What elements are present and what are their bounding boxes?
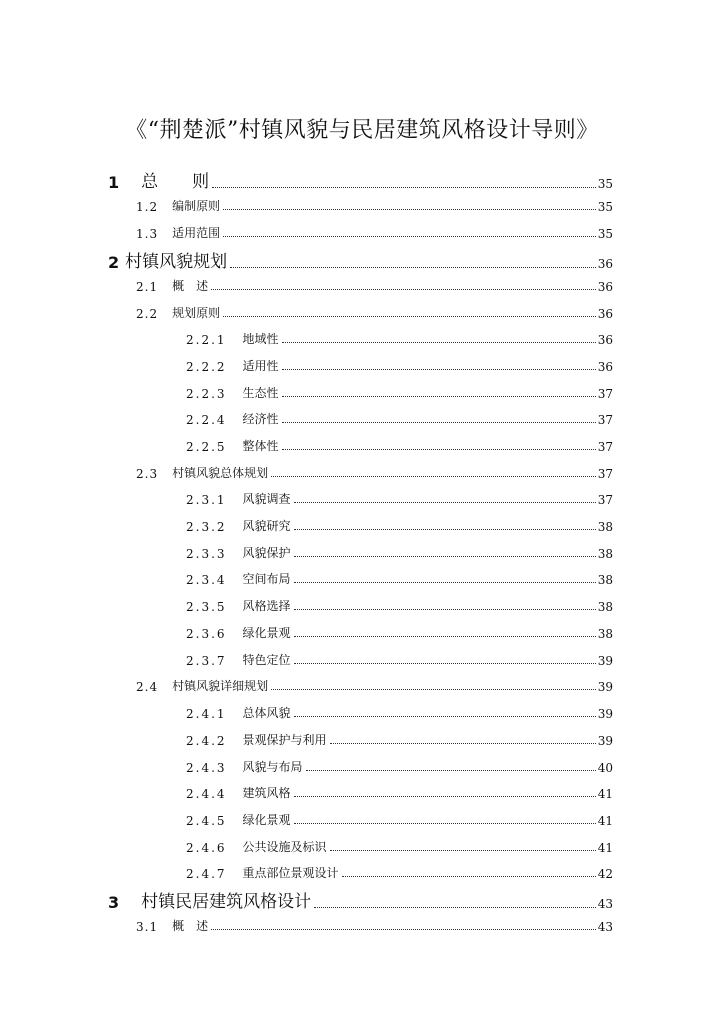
- toc-entry-title: 重点部位景观设计: [242, 866, 339, 880]
- toc-entry-page: 36: [597, 257, 613, 271]
- toc-entry-number: 3.1: [136, 920, 159, 934]
- toc-entry-number: 2.3.7: [186, 654, 227, 668]
- toc-entry-page: 43: [597, 920, 613, 934]
- toc-entry-title: 总 则: [141, 172, 210, 192]
- toc-entry-number: 2: [108, 253, 120, 272]
- toc-entry-number: 2.3.6: [186, 627, 227, 641]
- toc-entry-title: 编制原则: [172, 199, 221, 213]
- dot-leader: [306, 770, 596, 771]
- toc-entry-page: 39: [597, 654, 613, 668]
- toc-entry-title: 风格选择: [242, 599, 291, 613]
- toc-entry-2-3-4[interactable]: [186, 570, 613, 587]
- toc-entry-chapter-2[interactable]: [108, 247, 613, 272]
- dot-leader: [294, 529, 596, 530]
- toc-entry-2-4[interactable]: [136, 677, 613, 694]
- toc-entry-page: 39: [597, 680, 613, 694]
- dot-leader: [342, 876, 596, 877]
- dot-leader: [314, 907, 596, 908]
- toc-entry-2-3[interactable]: [136, 464, 613, 481]
- toc-entry-title: 风貌调查: [242, 492, 291, 506]
- toc-entry-title: 规划原则: [172, 306, 221, 320]
- dot-leader: [294, 636, 596, 637]
- dot-leader: [223, 209, 596, 210]
- toc-entry-2-3-7[interactable]: [186, 651, 613, 668]
- dot-leader: [294, 502, 596, 503]
- toc-entry-number: 2.2.3: [186, 387, 227, 401]
- toc-entry-2-3-5[interactable]: [186, 597, 613, 614]
- dot-leader: [294, 823, 596, 824]
- toc-entry-2-3-6[interactable]: [186, 624, 613, 641]
- toc-entry-page: 37: [597, 440, 613, 454]
- dot-leader: [330, 743, 596, 744]
- toc-entry-number: 2.4.7: [186, 867, 227, 881]
- toc-entry-title: 村镇风貌总体规划: [172, 466, 269, 480]
- toc-entry-title: 风貌与布局: [242, 760, 303, 774]
- toc-entry-title: 特色定位: [242, 653, 291, 667]
- toc-entry-page: 42: [597, 867, 613, 881]
- toc-entry-2-1[interactable]: [136, 277, 613, 294]
- toc-entry-number: 2.4: [136, 680, 159, 694]
- toc-entry-2-3-3[interactable]: [186, 544, 613, 561]
- toc-entry-number: 2.4.3: [186, 761, 227, 775]
- toc-entry-page: 38: [597, 627, 613, 641]
- toc-entry-2-2-2[interactable]: [186, 357, 613, 374]
- toc-entry-page: 43: [597, 897, 613, 911]
- dot-leader: [294, 609, 596, 610]
- toc-entry-title: 生态性: [242, 386, 279, 400]
- toc-entry-page: 35: [597, 200, 613, 214]
- toc-entry-title: 概 述: [172, 279, 209, 293]
- toc-entry-number: 2.2: [136, 307, 159, 321]
- toc-entry-page: 36: [597, 307, 613, 321]
- toc-entry-2-2-1[interactable]: [186, 330, 613, 347]
- toc-entry-2-4-2[interactable]: [186, 731, 613, 748]
- dot-leader: [294, 663, 596, 664]
- toc-entry-page: 37: [597, 467, 613, 481]
- toc-entry-page: 37: [597, 493, 613, 507]
- toc-entry-2-2-5[interactable]: [186, 437, 613, 454]
- toc-entry-page: 39: [597, 734, 613, 748]
- dot-leader: [211, 289, 596, 290]
- dot-leader: [211, 929, 596, 930]
- toc-entry-number: 2.3.2: [186, 520, 227, 534]
- dot-leader: [294, 556, 596, 557]
- toc-entry-page: 36: [597, 360, 613, 374]
- toc-entry-number: 2.3.3: [186, 547, 227, 561]
- toc-entry-page: 36: [597, 280, 613, 294]
- dot-leader: [330, 850, 596, 851]
- dot-leader: [223, 316, 596, 317]
- toc-entry-title: 适用性: [242, 359, 279, 373]
- toc-entry-2-4-6[interactable]: [186, 838, 613, 855]
- toc-entry-title: 空间布局: [242, 572, 291, 586]
- toc-entry-page: 41: [597, 787, 613, 801]
- toc-entry-2-4-5[interactable]: [186, 811, 613, 828]
- toc-entry-chapter-1[interactable]: [108, 167, 613, 192]
- toc-entry-number: 2.2.2: [186, 360, 227, 374]
- toc-entry-page: 35: [597, 227, 613, 241]
- toc-entry-title: 景观保护与利用: [242, 733, 327, 747]
- toc-entry-number: 1.2: [136, 200, 159, 214]
- toc-entry-page: 38: [597, 600, 613, 614]
- toc-entry-2-2[interactable]: [136, 304, 613, 321]
- toc-entry-page: 38: [597, 573, 613, 587]
- toc-entry-2-4-4[interactable]: [186, 784, 613, 801]
- toc-entry-title: 村镇风貌详细规划: [172, 679, 269, 693]
- toc-entry-2-4-7[interactable]: [186, 864, 613, 881]
- dot-leader: [212, 187, 596, 188]
- toc-entry-1-2[interactable]: [136, 197, 613, 214]
- dot-leader: [223, 236, 596, 237]
- toc-entry-page: 37: [597, 387, 613, 401]
- toc-entry-page: 41: [597, 841, 613, 855]
- toc-entry-title: 村镇民居建筑风格设计: [141, 892, 312, 912]
- toc-entry-number: 2.2.4: [186, 413, 227, 427]
- toc-entry-2-3-2[interactable]: [186, 517, 613, 534]
- dot-leader: [282, 396, 596, 397]
- toc-entry-3-1[interactable]: [136, 917, 613, 934]
- toc-entry-title: 总体风貌: [242, 706, 291, 720]
- document-title: 《“荆楚派”村镇风貌与民居建筑风格设计导则》: [125, 118, 599, 143]
- toc-entry-page: 39: [597, 707, 613, 721]
- toc-entry-title: 村镇风貌规划: [125, 252, 228, 272]
- dot-leader: [282, 342, 596, 343]
- toc-entry-number: 2.4.2: [186, 734, 227, 748]
- toc-entry-page: 37: [597, 413, 613, 427]
- toc-entry-2-2-3[interactable]: [186, 384, 613, 401]
- toc-entry-title: 绿化景观: [242, 626, 291, 640]
- toc-entry-2-3-1[interactable]: [186, 490, 613, 507]
- dot-leader: [282, 422, 596, 423]
- toc-entry-title: 适用范围: [172, 226, 221, 240]
- toc-entry-title: 风貌保护: [242, 546, 291, 560]
- dot-leader: [282, 449, 596, 450]
- toc-entry-title: 公共设施及标识: [242, 840, 327, 854]
- toc-entry-page: 41: [597, 814, 613, 828]
- toc-entry-number: 2.2.1: [186, 333, 227, 347]
- toc-entry-number: 2.1: [136, 280, 159, 294]
- toc-entry-number: 2.2.5: [186, 440, 227, 454]
- toc-entry-number: 2.4.5: [186, 814, 227, 828]
- toc-entry-number: 2.3.4: [186, 573, 227, 587]
- toc-entry-number: 2.4.1: [186, 707, 227, 721]
- toc-entry-title: 概 述: [172, 919, 209, 933]
- dot-leader: [294, 582, 596, 583]
- toc-entry-number: 2.4.4: [186, 787, 227, 801]
- toc-entry-number: 2.4.6: [186, 841, 227, 855]
- toc-entry-number: 2.3.1: [186, 493, 227, 507]
- toc-entry-page: 40: [597, 761, 613, 775]
- toc-entry-title: 绿化景观: [242, 813, 291, 827]
- dot-leader: [294, 796, 596, 797]
- toc-entry-title: 整体性: [242, 439, 279, 453]
- toc-entry-title: 风貌研究: [242, 519, 291, 533]
- toc-entry-chapter-3[interactable]: [108, 887, 613, 912]
- toc-entry-number: 3: [108, 893, 120, 912]
- toc-entry-number: 2.3: [136, 467, 159, 481]
- toc-entry-number: 2.3.5: [186, 600, 227, 614]
- toc-entry-page: 35: [597, 177, 613, 191]
- toc-entry-1-3[interactable]: [136, 224, 613, 241]
- toc-entry-page: 38: [597, 547, 613, 561]
- dot-leader: [294, 716, 596, 717]
- toc-entry-2-4-1[interactable]: [186, 704, 613, 721]
- toc-entry-2-4-3[interactable]: [186, 758, 613, 775]
- toc-entry-page: 38: [597, 520, 613, 534]
- toc-entry-title: 经济性: [242, 412, 279, 426]
- toc-entry-number: 1: [108, 173, 120, 192]
- toc-entry-title: 建筑风格: [242, 786, 291, 800]
- toc-entry-page: 36: [597, 333, 613, 347]
- dot-leader: [282, 369, 596, 370]
- dot-leader: [271, 689, 596, 690]
- toc-entry-2-2-4[interactable]: [186, 410, 613, 427]
- dot-leader: [271, 476, 596, 477]
- toc-entry-number: 1.3: [136, 227, 159, 241]
- dot-leader: [230, 267, 596, 268]
- toc-entry-title: 地域性: [242, 332, 279, 346]
